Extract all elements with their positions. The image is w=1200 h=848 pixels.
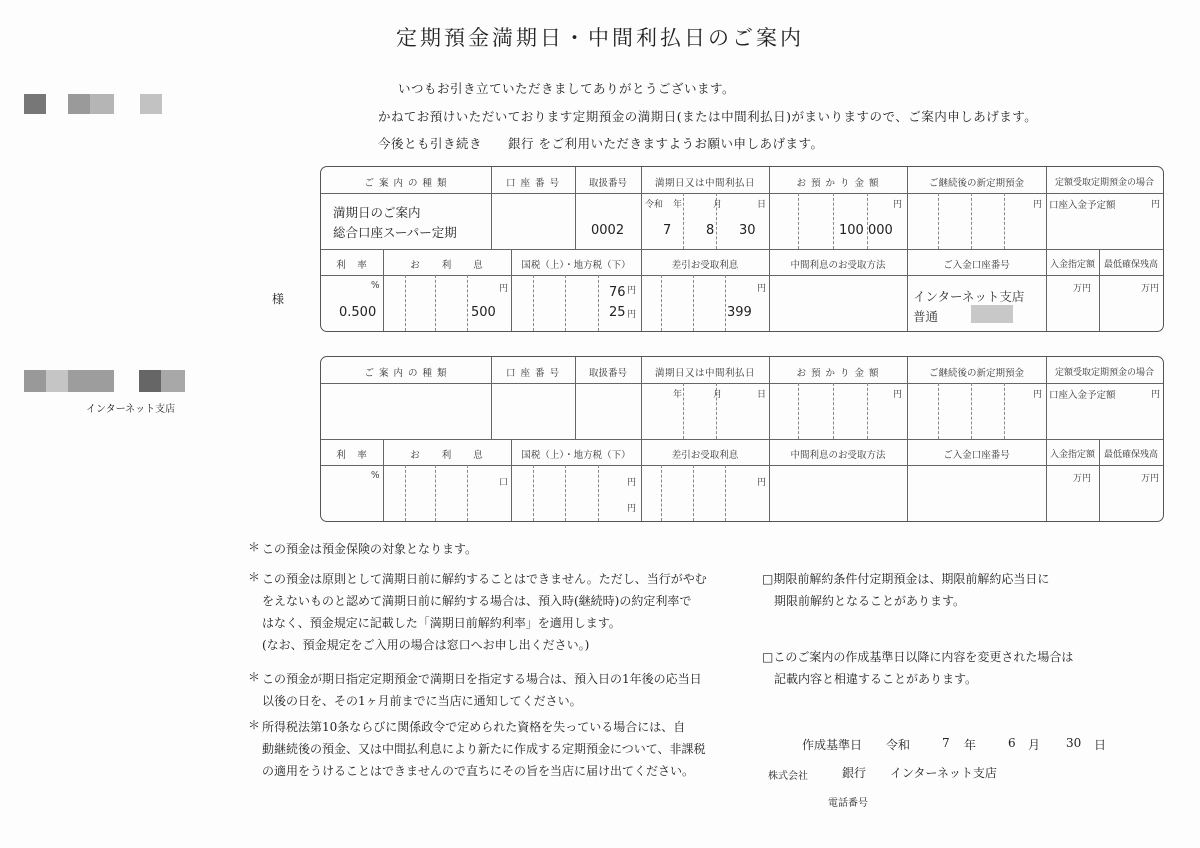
created-date-year: 7 [942, 736, 950, 750]
note-deposit-insurance: この預金は預金保険の対象となります。 [262, 542, 478, 556]
greeting-line-3: 今後とも引き続き 銀行 をご利用いただきますようお願い申しあげます。 [378, 136, 824, 151]
tax-local: 25 [609, 305, 626, 320]
year-unit: 年 [673, 200, 683, 210]
header-handling-2: 取扱番号 [588, 368, 627, 379]
header-kind: ご 案 内 の 種 類 [364, 178, 448, 189]
handling-number: 0002 [591, 223, 625, 238]
header-min-balance-2: 最低確保残高 [1103, 450, 1158, 460]
tax-national: 76 [609, 285, 626, 300]
header-new-deposit-2: ご継続後の新定期預金 [928, 368, 1024, 379]
created-date-day: 30 [1066, 736, 1082, 750]
day-unit: 日 [757, 200, 767, 210]
greeting-line-1: いつもお引き立ていただきましてありがとうございます。 [398, 81, 736, 96]
header-new-deposit: ご継続後の新定期預金 [928, 178, 1024, 189]
interest-yen-2: 口 [499, 478, 509, 488]
tax-national-yen: 円 [627, 286, 637, 296]
net-interest: 399 [727, 305, 752, 320]
header-net: 差引お受取利息 [671, 260, 739, 271]
deposit-manyen-2: 万円 [1073, 474, 1092, 484]
interest-yen: 円 [499, 284, 509, 294]
month-unit: 月 [713, 200, 723, 210]
note-bullet: ＊ [248, 540, 261, 554]
day-unit-2: 日 [757, 390, 767, 400]
kind-line-1: 満期日のご案内 [333, 205, 421, 220]
footer-branch: インターネット支店 [890, 766, 997, 780]
kind-line-2: 総合口座スーパー定期 [333, 225, 457, 240]
era-label: 令和 [645, 200, 664, 210]
header-account: 口 座 番 号 [505, 178, 561, 189]
min-balance-manyen-2: 万円 [1141, 474, 1160, 484]
header-amount-2: お 預 か り 金 額 [796, 368, 880, 379]
date-day: 8 [706, 223, 715, 238]
page-title: 定期預金満期日・中間利払日のご案内 [396, 26, 804, 50]
header-rate-2: 利 率 [336, 450, 368, 461]
date-month: 7 [663, 223, 672, 238]
tax-local-yen: 円 [627, 310, 637, 320]
header-date-2: 満期日又は中間利払日 [654, 368, 755, 379]
recipient-branch: インターネット支店 [86, 404, 176, 415]
note-bullet: ＊ [248, 670, 261, 684]
note-tax-exemption: 所得税法第10条ならびに関係政令で定められた資格を失っている場合には、自 動継続後の預金、又は中間払利息により新たに作成する定期預金について、非課税 の適用をうけることはできませんので直ちにその旨を当店に届け出てください。 [262, 720, 706, 778]
note-bullet: ＊ [248, 718, 261, 732]
tax-national-yen-2: 円 [627, 478, 637, 488]
header-interest-2: お 利 息 [410, 450, 484, 461]
transfer-label: 口座入金予定額 [1049, 200, 1116, 211]
header-amount: お 預 か り 金 額 [796, 178, 880, 189]
header-deposit-acct-2: ご入金口座番号 [943, 450, 1010, 461]
deposit-record-panel-2 [320, 356, 1164, 522]
transfer-label-2: 口座入金予定額 [1049, 390, 1116, 401]
created-date-month: 6 [1008, 736, 1016, 750]
company-type: 株式会社 [768, 771, 808, 782]
greeting-line-2: かねてお預けいただいております定期預金の満期日(または中間利払日)がまいりますので、ご案内申しあげます。 [378, 109, 1038, 124]
created-date-month-unit: 月 [1028, 738, 1041, 752]
note-maturity-designation: この預金が期日指定定期預金で満期日を指定する場合は、預入日の1年後の応当日 以後の日を、その1ヶ月前までに当店に通知してください。 [262, 672, 702, 708]
new-deposit-yen: 円 [1033, 200, 1043, 210]
note-content-change: □このご案内の作成基準日以降に内容を変更された場合は 記載内容と相違することがあります。 [762, 650, 1074, 686]
interest-amount: 500 [471, 305, 496, 320]
rate-percent: % [371, 281, 380, 291]
header-account-2: 口 座 番 号 [505, 368, 561, 379]
header-fixed-amount: 定額受取定期預金の場合 [1054, 178, 1154, 188]
deposit-acct-type: 普通 [913, 309, 939, 324]
created-date-day-unit: 日 [1094, 738, 1107, 752]
deposit-amount: 100 000 [839, 223, 893, 238]
header-net-2: 差引お受取利息 [671, 450, 739, 461]
header-tax-2: 国税（上）・地方税（下） [521, 450, 631, 461]
header-date: 満期日又は中間利払日 [654, 178, 755, 189]
date-day-2: 30 [739, 223, 756, 238]
redacted-account-number [971, 305, 1013, 323]
deposit-record-panel-1 [320, 166, 1164, 332]
amount-yen-2: 円 [893, 390, 903, 400]
header-mid-method: 中間利息のお受取方法 [790, 260, 886, 271]
bank-name: 銀行 [842, 766, 867, 780]
header-mid-method-2: 中間利息のお受取方法 [790, 450, 886, 461]
new-deposit-yen-2: 円 [1033, 390, 1043, 400]
transfer-yen-2: 円 [1151, 390, 1161, 400]
honorific: 様 [272, 292, 285, 306]
note-bullet: ＊ [248, 570, 261, 584]
header-interest: お 利 息 [410, 260, 484, 271]
deposit-branch: インターネット支店 [913, 289, 1025, 304]
header-deposit-acct: ご入金口座番号 [943, 260, 1010, 271]
created-date-label: 作成基準日 [802, 738, 863, 752]
header-handling: 取扱番号 [588, 178, 627, 189]
header-deposit-amount-2: 入金指定額 [1049, 450, 1095, 460]
header-tax: 国税（上）・地方税（下） [521, 260, 631, 271]
note-early-cancel-condition: □期限前解約条件付定期預金は、期限前解約応当日に 期限前解約となることがあります。 [762, 572, 1050, 608]
phone-label: 電話番号 [828, 798, 868, 809]
interest-rate: 0.500 [339, 305, 377, 320]
transfer-yen: 円 [1151, 200, 1161, 210]
min-balance-manyen: 万円 [1141, 284, 1160, 294]
deposit-manyen: 万円 [1073, 284, 1092, 294]
net-yen: 円 [757, 284, 767, 294]
header-min-balance: 最低確保残高 [1103, 260, 1158, 270]
month-unit-2: 月 [713, 390, 723, 400]
header-deposit-amount: 入金指定額 [1049, 260, 1095, 270]
tax-local-yen-2: 円 [627, 504, 637, 514]
net-yen-2: 円 [757, 478, 767, 488]
rate-percent-2: % [371, 471, 380, 481]
created-date-year-unit: 年 [964, 738, 977, 752]
amount-yen: 円 [893, 200, 903, 210]
year-unit-2: 年 [673, 390, 683, 400]
header-kind-2: ご 案 内 の 種 類 [364, 368, 448, 379]
note-early-cancel: この預金は原則として満期日前に解約することはできません。ただし、当行がやむ をえないものと認めて満期日前に解約する場合は、預入時(継続時)の約定利率で はなく、預金規定に記載した「満期日前解約利率」を適用します。 (なお、預金規定をご入用の場合は窓口へお申し出ください。) [262, 572, 707, 652]
header-fixed-amount-2: 定額受取定期預金の場合 [1054, 368, 1154, 378]
created-date-era: 令和 [886, 738, 911, 752]
header-rate: 利 率 [336, 260, 368, 271]
